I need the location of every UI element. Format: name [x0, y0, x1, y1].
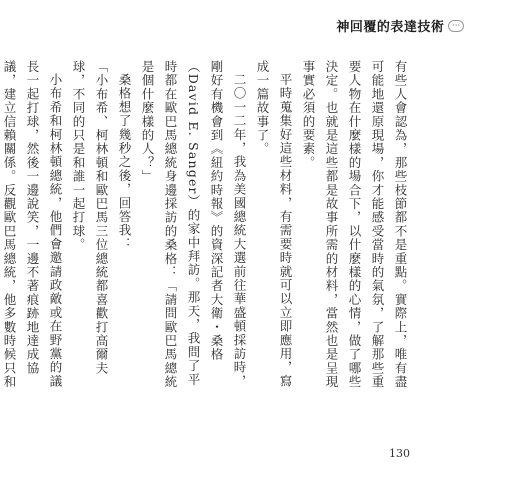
- page-number: 130: [389, 447, 410, 460]
- paragraph-1: 有些人會認為，那些枝節都不是重點。實際上，唯有盡可能地還原現場，你才能感受當時的氣氛，了解那些重要人物在什麼樣的場合下，以什麼樣的心情，做了哪些決定。也就是這些都是故事所需的材料，當然也是呈現事實必須的要素。: [301, 60, 408, 389]
- header-ornament: ···: [448, 20, 464, 32]
- quote-paragraph-1: 「小布希、柯林頓和歐巴馬三位總統都喜歡打高爾夫球，不同的只是和誰一起打球。: [71, 60, 109, 376]
- paragraph-3: 二〇一二年，我為美國總統大選前往華盛頓採訪時，剛好有機會到《紐約時報》的資深記者大衛・桑格（David E. Sanger）的家中拜訪。那天，我問了平時都在歐巴馬總統身邊採訪的桑格：「請問歐巴馬總統是個什麼樣的人？」: [140, 60, 247, 389]
- paragraph-2: 平時蒐集好這些材料，有需要時就可以立即應用，寫成一篇故事了。: [255, 60, 293, 388]
- book-title: 神回覆的表達技術: [336, 20, 445, 35]
- body-text: [0, 60, 412, 390]
- paragraph-4: 桑格想了幾秒之後，回答我：: [117, 72, 132, 251]
- quote-paragraph-2: 小布希和柯林頓總統，他們會邀請政敵或在野黨的議長一起打球，然後一邊說笑，一邊不著痕跡地達成協議，建立信賴關係。反觀歐巴馬總統，他多數時候只和: [2, 60, 63, 389]
- running-header: [336, 16, 464, 35]
